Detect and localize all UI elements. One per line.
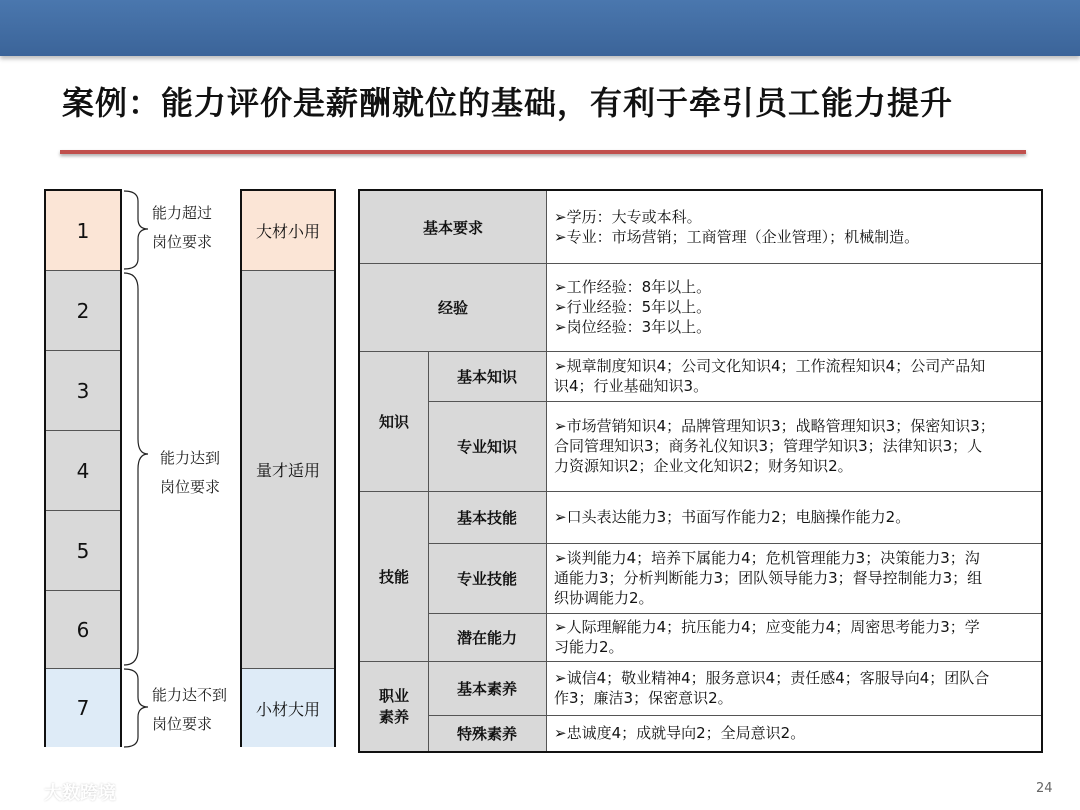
brace-label-exceed <box>152 199 212 257</box>
content-line: ➢市场营销知识4；品牌管理知识3；战略管理知识3；保密知识3； <box>554 417 995 435</box>
hdr-special-quality: 特殊素养 <box>428 715 546 751</box>
content-line: ➢专业：市场营销；工商管理（企业管理）；机械制造。 <box>554 228 920 246</box>
grid-line <box>360 661 1041 662</box>
requirements-table <box>358 189 1043 753</box>
content-line: 力资源知识2；企业文化知识2；财务知识2。 <box>554 457 853 475</box>
watermark-text: 大数跨境 <box>44 783 116 804</box>
content-line: ➢口头表达能力3；书面写作能力2；电脑操作能力2。 <box>554 508 911 526</box>
brace-exceed <box>124 191 148 269</box>
content-line: ➢忠诚度4；成就导向2；全局意识2。 <box>554 724 806 742</box>
content-professional-knowledge <box>546 401 1041 491</box>
content-line: ➢规章制度知识4；公司文化知识4；工作流程知识4；公司产品知 <box>554 357 986 375</box>
grid-line <box>360 263 1041 264</box>
fit-overqualified: 大材小用 <box>242 191 334 271</box>
content-line: ➢谈判能力4；培养下属能力4；危机管理能力3；决策能力3；沟 <box>554 549 980 567</box>
content-line: 合同管理知识3；商务礼仪知识3；管理学知识3；法律知识3；人 <box>554 437 983 455</box>
title-underline <box>60 150 1026 154</box>
content-basic-skills <box>546 491 1041 543</box>
content-experience <box>546 263 1041 351</box>
grid-line <box>428 351 429 751</box>
content-line: ➢人际理解能力4；抗压能力4；应变能力4；周密思考能力3；学 <box>554 618 980 636</box>
grid-line <box>428 543 1041 544</box>
content-line: ➢工作经验：8年以上。 <box>554 278 712 296</box>
level-2: 2 <box>46 271 120 351</box>
fit-underqualified: 小材大用 <box>242 669 334 747</box>
brace-meet <box>124 273 148 665</box>
brace-below <box>124 669 148 747</box>
top-banner <box>0 0 1080 56</box>
hdr-knowledge: 知识 <box>360 351 428 491</box>
level-5: 5 <box>46 511 120 591</box>
logo-icon <box>8 778 38 802</box>
content-line: ➢岗位经验：3年以上。 <box>554 318 712 336</box>
hdr-professional-quality <box>360 661 428 751</box>
grid-line <box>428 401 1041 402</box>
content-basic-quality <box>546 661 1041 715</box>
grid-line <box>428 613 1041 614</box>
level-4: 4 <box>46 431 120 511</box>
hdr-basic-quality: 基本素养 <box>428 661 546 715</box>
brace-label-below-line1: 能力达不到 <box>152 686 228 704</box>
hdr-basic-skills: 基本技能 <box>428 491 546 543</box>
content-special-quality <box>546 715 1041 751</box>
grid-line <box>428 715 1041 716</box>
content-basic-requirements <box>546 191 1041 263</box>
content-line: 作3；廉洁3；保密意识2。 <box>554 689 733 707</box>
content-basic-knowledge <box>546 351 1041 401</box>
hdr-potential-ability: 潜在能力 <box>428 613 546 661</box>
content-line: 习能力2。 <box>554 638 624 656</box>
level-6: 6 <box>46 591 120 669</box>
page-title: 案例：能力评价是薪酬就位的基础，有利于牵引员工能力提升 <box>62 84 954 122</box>
brace-label-exceed-line1: 能力超过 <box>152 204 213 222</box>
grid-line <box>360 491 1041 492</box>
brace-label-meet-line2: 岗位要求 <box>160 478 221 496</box>
hdr-professional-knowledge: 专业知识 <box>428 401 546 491</box>
hdr-professional-skills: 专业技能 <box>428 543 546 613</box>
hdr-skills: 技能 <box>360 491 428 661</box>
hdr-experience: 经验 <box>360 263 546 351</box>
content-potential-ability <box>546 613 1041 661</box>
content-line: 织协调能力2。 <box>554 589 654 607</box>
hdr-professional-quality-line1: 职业 <box>378 687 409 705</box>
content-line: 识4；行业基础知识3。 <box>554 377 709 395</box>
hdr-professional-quality-line2: 素养 <box>378 708 409 726</box>
brace-label-meet-line1: 能力达到 <box>160 449 221 467</box>
hdr-basic-requirements: 基本要求 <box>360 191 546 263</box>
level-1: 1 <box>46 191 120 271</box>
content-professional-skills <box>546 543 1041 613</box>
brace-label-meet <box>160 444 220 502</box>
hdr-basic-knowledge: 基本知识 <box>428 351 546 401</box>
content-line: 通能力3；分析判断能力3；团队领导能力3；督导控制能力3；组 <box>554 569 983 587</box>
grid-line <box>546 191 547 751</box>
content-line: ➢诚信4；敬业精神4；服务意识4；责任感4；客服导向4；团队合 <box>554 669 990 687</box>
grid-line <box>360 351 1041 352</box>
content-line: ➢学历：大专或本科。 <box>554 208 702 226</box>
brace-label-exceed-line2: 岗位要求 <box>152 233 213 251</box>
level-braces <box>122 189 152 749</box>
level-3: 3 <box>46 351 120 431</box>
brace-label-below <box>152 681 227 739</box>
page-number: 24 <box>1036 781 1053 796</box>
level-column <box>44 189 122 747</box>
fit-column <box>240 189 336 747</box>
brace-label-below-line2: 岗位要求 <box>152 715 213 733</box>
watermark-logo <box>8 776 148 804</box>
fit-appropriate: 量才适用 <box>242 271 334 669</box>
level-7: 7 <box>46 669 120 747</box>
content-line: ➢行业经验：5年以上。 <box>554 298 712 316</box>
